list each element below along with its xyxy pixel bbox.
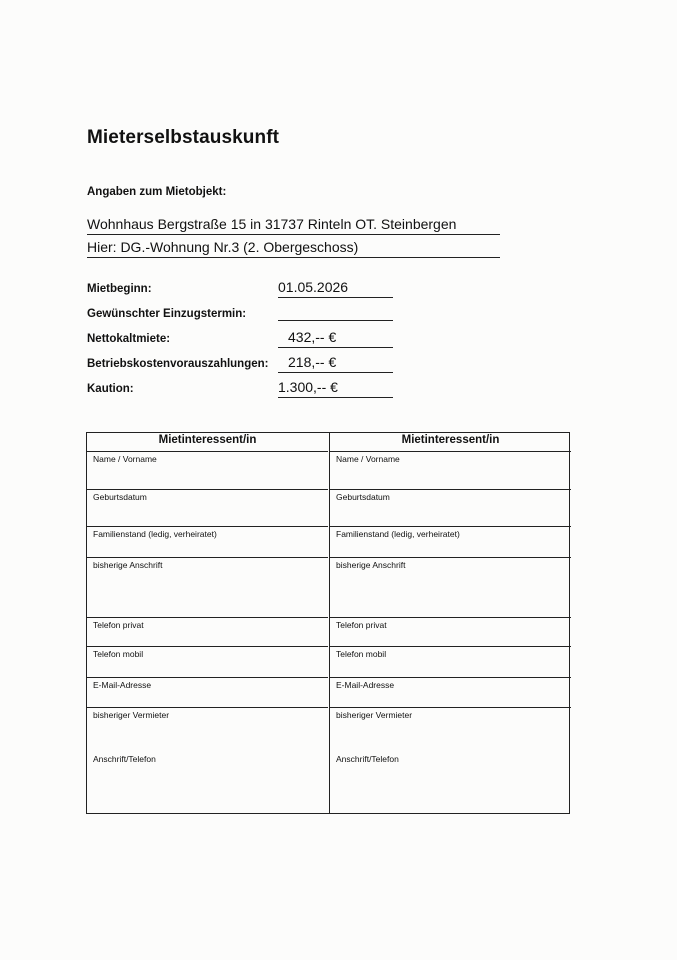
- field-label-nettokaltmiete: Nettokaltmiete:: [87, 333, 171, 345]
- field-label-einzugstermin: Gewünschter Einzugstermin:: [87, 308, 247, 320]
- document-title: Mieterselbstauskunft: [87, 127, 280, 148]
- cell-landlord-contact-label: Anschrift/Telefon: [93, 754, 156, 764]
- cell-previous-address: bisherige Anschrift: [87, 558, 328, 618]
- cell-email: E-Mail-Adresse: [330, 678, 571, 708]
- applicant-table: [86, 432, 570, 814]
- cell-phone-private: Telefon privat: [330, 618, 571, 647]
- cell-phone-mobile: Telefon mobil: [87, 647, 328, 678]
- field-value-betriebskosten: 218,-- €: [278, 354, 393, 373]
- column-header: Mietinteressent/in: [87, 433, 328, 452]
- cell-landlord-contact-label: Anschrift/Telefon: [336, 754, 399, 764]
- cell-phone-private: Telefon privat: [87, 618, 328, 647]
- section-label: Angaben zum Mietobjekt:: [87, 186, 227, 198]
- object-unit-line: Hier: DG.-Wohnung Nr.3 (2. Obergeschoss): [87, 239, 500, 258]
- applicant-column-2: [329, 433, 571, 813]
- cell-name: Name / Vorname: [87, 452, 328, 490]
- field-value-nettokaltmiete: 432,-- €: [278, 329, 393, 348]
- cell-birthdate: Geburtsdatum: [330, 490, 571, 527]
- cell-marital-status: Familienstand (ledig, verheiratet): [87, 527, 328, 558]
- field-value-mietbeginn: 01.05.2026: [278, 279, 393, 298]
- object-address-line: Wohnhaus Bergstraße 15 in 31737 Rinteln OT. Steinbergen: [87, 216, 500, 235]
- cell-previous-landlord: [330, 708, 571, 813]
- cell-phone-mobile: Telefon mobil: [330, 647, 571, 678]
- cell-birthdate: Geburtsdatum: [87, 490, 328, 527]
- field-label-kaution: Kaution:: [87, 383, 134, 395]
- cell-name: Name / Vorname: [330, 452, 571, 490]
- cell-previous-landlord-label: bisheriger Vermieter: [336, 710, 413, 720]
- applicant-column-1: [87, 433, 328, 813]
- field-label-mietbeginn: Mietbeginn:: [87, 283, 152, 295]
- cell-previous-address: bisherige Anschrift: [330, 558, 571, 618]
- field-value-kaution: 1.300,-- €: [278, 379, 393, 398]
- cell-previous-landlord-label: bisheriger Vermieter: [93, 710, 170, 720]
- column-header: Mietinteressent/in: [330, 433, 571, 452]
- cell-email: E-Mail-Adresse: [87, 678, 328, 708]
- field-label-betriebskosten: Betriebskostenvorauszahlungen:: [87, 358, 269, 370]
- cell-marital-status: Familienstand (ledig, verheiratet): [330, 527, 571, 558]
- cell-previous-landlord: [87, 708, 328, 813]
- field-value-einzugstermin: [278, 302, 393, 321]
